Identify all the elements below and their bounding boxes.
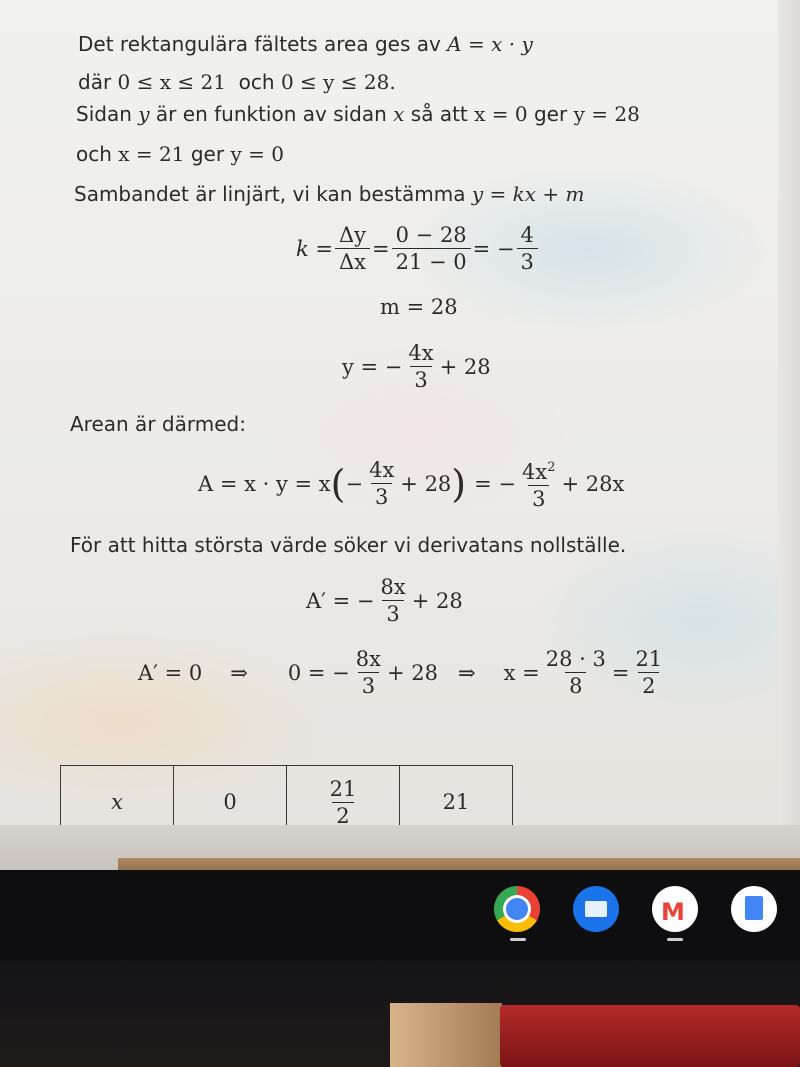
text-line-5: Sambandet är linjärt, vi kan bestämma y = kx + m [74,182,585,206]
gmail-icon[interactable] [652,886,698,932]
gmail-letter: M [661,898,685,926]
text-line-4: och x = 21 ger y = 0 [76,142,284,166]
k-equation: k = $\frac{\Delta y}{\Delta x}$ = $\frac{0 - 28}{21 - 0}$ = − $\frac{4}{3}$ [296,222,540,275]
files-icon[interactable] [573,886,619,932]
table-cell-x: x [61,766,174,826]
value-table [60,765,513,825]
table-cell-21: 21 [400,766,513,826]
y-equation: y = − $\frac{4x}{3}$ + 28 [342,341,491,392]
chrome-running-indicator [510,938,526,941]
for-att-text: För att hitta största värde söker vi derivatans nollställe. [70,533,627,557]
area-equation: A = x · y = x ( − $\frac{4x}{3}$ + 28 ) = − $\frac{4x^2}{3}$ + 28x [198,458,625,511]
derivative-equation: A′ = − $\frac{8x}{3}$ + 28 [306,575,463,626]
table-cell-21-over-2: $\frac{21}{2}$ [287,766,400,826]
tan-object [390,1003,502,1067]
text-line-3: Sidan y är en funktion av sidan x så att x = 0 ger y = 28 [76,102,640,126]
docs-icon[interactable] [731,886,777,932]
zero-equation: A′ = 0 ⇒ 0 = − $\frac{8x}{3}$ + 28 ⇒ x = $\frac{28 \cdot 3}{8}$ = $\frac{21}{2}$ [138,647,663,698]
table-row [61,766,513,826]
arean-heading: Arean är därmed: [70,412,246,436]
text-line-2: där 0 ≤ x ≤ 21 och 0 ≤ y ≤ 28. [78,70,396,94]
table-cell-0: 0 [174,766,287,826]
red-object [500,1005,800,1067]
page-scroll-edge [778,0,800,825]
gmail-running-indicator [667,938,683,941]
chrome-icon[interactable] [494,886,540,932]
m-equation: m = 28 [380,295,458,319]
text-line-1: Det rektangulära fältets area ges av A = x · y [78,32,533,56]
